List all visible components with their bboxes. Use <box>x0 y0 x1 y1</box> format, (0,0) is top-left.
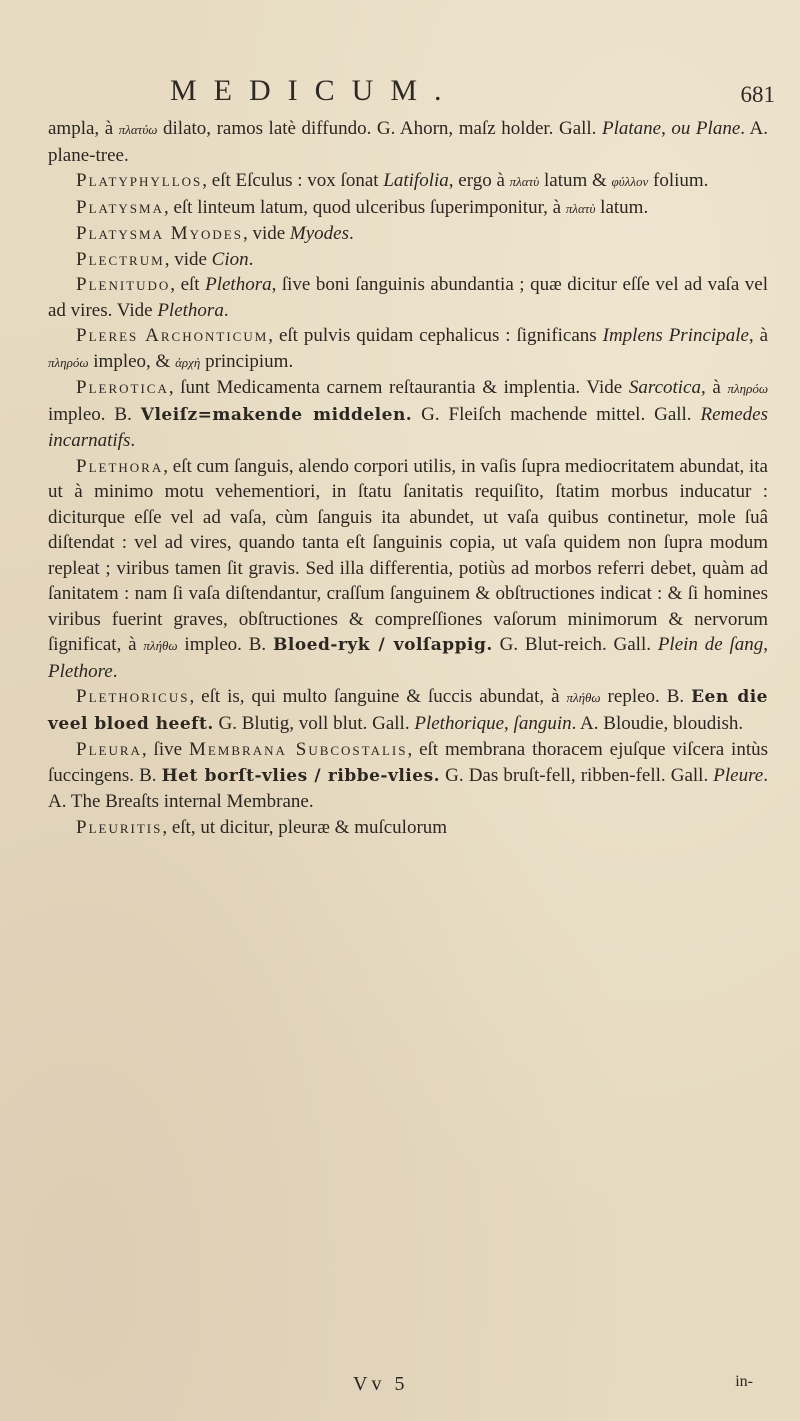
italic-text: Pleure <box>713 764 764 786</box>
dictionary-entry <box>48 375 768 454</box>
italic-text: Plethore <box>48 660 113 682</box>
catchword: in- <box>735 1373 753 1390</box>
greek-text: φύλλον <box>611 174 649 189</box>
italic-text: ſanguin <box>513 712 572 734</box>
entry-text: , eſt is, qui multo ſanguine & ſuccis abundat, à <box>189 686 567 707</box>
entry-text: , <box>763 634 769 655</box>
italic-text: Platane <box>601 118 662 139</box>
entry-text: dilato, ramos latè diffundo. G. Ahorn, maſz holder. Gall. <box>157 118 602 139</box>
italic-text: Plein de ſang <box>657 634 764 655</box>
entry-text: , eſt, ut dicitur, pleuræ & muſculorum <box>162 816 448 838</box>
entry-text: . <box>248 248 254 270</box>
italic-text: Plethora <box>157 299 224 321</box>
italic-text: Latifolia <box>383 170 449 191</box>
greek-text: πληρόω <box>727 381 768 396</box>
entry-text: , ſive <box>141 739 189 760</box>
italic-text: Plethorique <box>414 712 505 734</box>
dictionary-entry <box>48 272 768 323</box>
entry-text: impleo, & <box>88 350 176 372</box>
entry-text: , eſt pulvis quidam cephalicus : ſignificans <box>268 325 603 346</box>
greek-text: πλατύω <box>118 122 158 137</box>
dictionary-entry <box>48 737 768 815</box>
entry-headword: Plethora <box>76 455 164 477</box>
entry-text: , eſt <box>170 274 206 295</box>
entry-text: ampla, à <box>48 118 119 139</box>
blackletter-text: Het borſt-vlies / ribbe-vlies. <box>161 765 441 786</box>
entry-text: G. Fleiſch machende mittel. Gall. <box>412 403 701 425</box>
greek-text: πλατὺ <box>509 174 540 189</box>
entry-text: . <box>349 223 354 244</box>
blackletter-text: Vleiſz=makende middelen. <box>140 404 413 425</box>
running-head: MEDICUM. <box>170 74 459 107</box>
italic-text: Remedes incarnatifs <box>48 403 768 451</box>
entry-text: , eſt membrana thoracem ejuſque viſcera intùs ſuccingens. B. <box>48 739 768 786</box>
dictionary-entry <box>48 815 768 841</box>
entry-headword: Platysma <box>76 196 164 218</box>
italic-text: Cion <box>211 248 249 270</box>
greek-text: πληρόω <box>48 354 89 370</box>
entry-text: , vide <box>164 248 212 270</box>
entry-headword: Pleuritis <box>76 816 163 838</box>
entry-text: G. Blutig, voll blut. Gall. <box>213 712 415 734</box>
greek-text: πλήθω <box>143 638 178 653</box>
entry-text: , vide <box>242 223 290 244</box>
entry-text: . <box>130 430 136 451</box>
dictionary-entry <box>48 195 768 222</box>
entry-text: latum & <box>539 170 612 191</box>
signature-mark: Vv 5 <box>353 1373 409 1395</box>
entry-headword: Platysma Myodes <box>76 223 243 244</box>
dictionary-entry <box>48 323 768 375</box>
blackletter-text: Een die veel bloed heeft. <box>48 687 768 734</box>
greek-text: ἀρχὴ <box>175 354 201 370</box>
entry-text: . <box>112 660 118 682</box>
entry-text: , <box>661 118 672 139</box>
entry-headword: Plectrum <box>76 248 165 270</box>
entry-text: , <box>504 712 514 734</box>
italic-text: Sarcotica <box>628 377 701 398</box>
blackletter-text: Bloed-ryk / volſappig. <box>273 635 493 655</box>
entry-text: folium. <box>648 170 709 191</box>
italic-text: Implens Principale <box>602 325 749 346</box>
entry-headword: Pleura <box>76 739 142 760</box>
entry-text: . A. The Breaſts internal Membrane. <box>48 764 768 812</box>
dictionary-entry <box>48 221 768 247</box>
entry-text: . <box>223 299 229 321</box>
entry-headword: Platyphyllos <box>76 170 203 191</box>
entry-headword: Plerotica <box>76 377 169 398</box>
entry-text: . A. Bloudie, bloudish. <box>571 712 744 734</box>
entry-text: repleo. B. <box>600 686 692 707</box>
entry-text: , eſt cum ſanguis, alendo corpori utilis, in vaſis ſupra mediocritatem abundat, ita ut à minimo motu vehementiori, in ſtatu ſanitatis requiſito, ſtatim morbus inducatur : diciturque eſſe vel ad vaſa, cùm ſanguis ita abundet, ut vaſa quibus continetur, mole ſuâ diſtendat : vel ad vires, quando tanta eſt ſanguinis copia, ut vaſa quidem non ſupra modum repleat ; viribus tamen ſit gravis. Sed illa differentia, potiùs ad morbos referri debet, quàm ad ſanitatem : nam ſi vaſa diſtendantur, craſſum ſanguinem & obſtructiones indicat : & ſi homines viribus fuerint graves, obſtructiones & compreſſiones vaſorum minimorum & nervorum ſignificat, à <box>48 455 768 655</box>
entry-text: , ergo à <box>448 170 510 191</box>
entry-text: . A. plane-tree. <box>48 118 768 166</box>
entry-text: , ſive boni ſanguinis abundantia ; quæ dicitur eſſe vel ad vaſa vel ad vires. Vide <box>48 274 768 321</box>
italic-text: Plethora <box>205 274 272 295</box>
entry-text: , à <box>748 325 769 346</box>
entry-text: G. Blut-reich. Gall. <box>492 634 658 655</box>
entry-text: latum. <box>595 196 649 218</box>
dictionary-entry <box>48 247 768 273</box>
entry-text: impleo. B. <box>48 403 141 425</box>
greek-text: πλατὺ <box>565 200 596 216</box>
entry-text: , à <box>701 377 728 398</box>
dictionary-entry <box>48 116 768 168</box>
dictionary-entries <box>48 116 768 840</box>
dictionary-entry <box>48 454 768 685</box>
entry-headword: Plethoricus <box>76 686 190 707</box>
entry-text: principium. <box>200 350 294 372</box>
page-footer <box>48 1373 768 1401</box>
entry-text: , ſunt Medicamenta carnem reſtaurantia & implentia. Vide <box>168 377 629 398</box>
entry-headword: Plenitudo <box>76 274 171 295</box>
dictionary-entry <box>48 684 768 737</box>
italic-text: ou Plane <box>671 118 741 139</box>
small-caps-text: Membrana Subcostalis <box>188 739 408 760</box>
italic-text: Myodes <box>289 223 350 244</box>
entry-text: , eſt linteum latum, quod ulceribus ſuperimponitur, à <box>163 196 566 218</box>
page-header <box>170 74 800 114</box>
entry-headword: Pleres Archonticum <box>76 325 269 346</box>
entry-text: impleo. B. <box>177 634 274 655</box>
page-number: 681 <box>740 82 775 107</box>
greek-text: πλήθω <box>566 690 601 705</box>
dictionary-entry <box>48 168 768 195</box>
entry-text: , eſt Eſculus : vox ſonat <box>202 170 384 191</box>
entry-text: G. Das bruſt-fell, ribben-fell. Gall. <box>440 764 714 786</box>
